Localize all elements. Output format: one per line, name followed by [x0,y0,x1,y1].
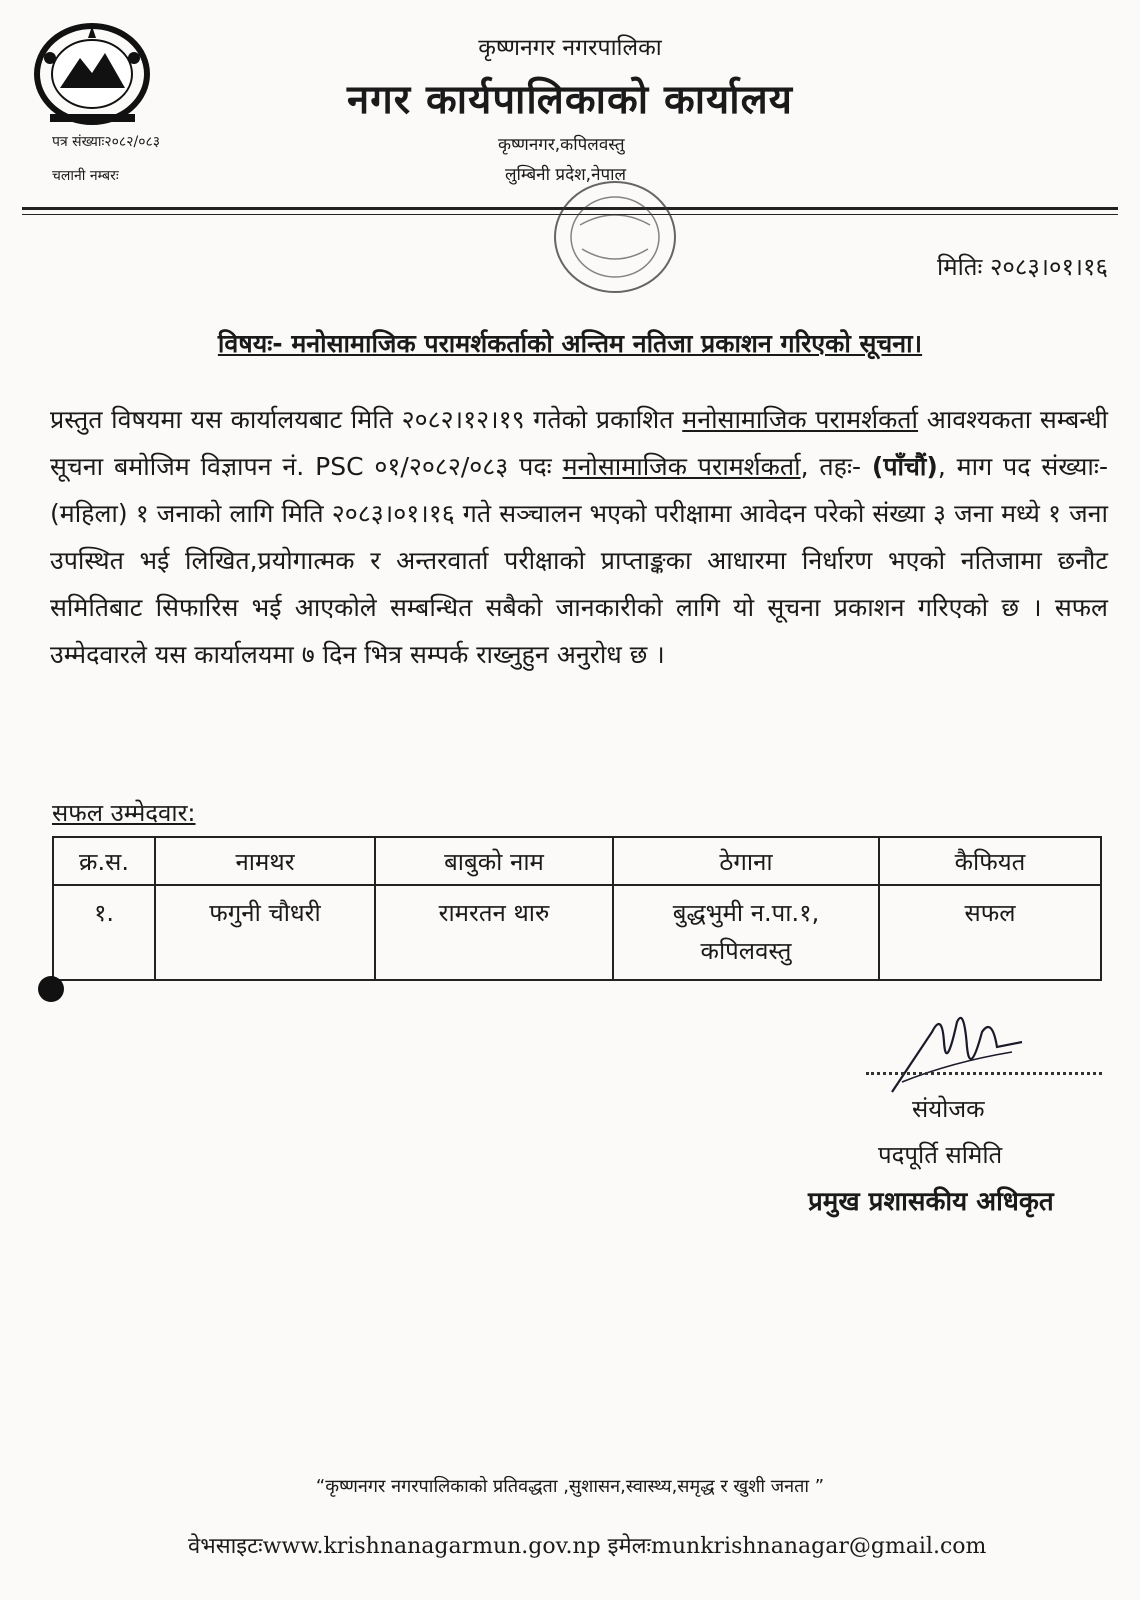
notice-body [50,396,1108,678]
address-part-2: कपिलवस्तु [700,937,792,965]
subject-line [0,326,1140,360]
footer-contact: वेभसाइटःwww.krishnanagarmun.gov.np इमेलःmunkrishnanagar@gmail.com [188,1534,987,1559]
body-part-1: प्रस्तुत विषयमा यस कार्यालयबाट मिति २०८२।१२।१९ गतेको प्रकाशित [50,405,683,434]
cell-serial: १. [53,885,155,980]
cell-remarks: सफल [879,885,1101,980]
signatory-officer: प्रमुख प्रशासकीय अधिकृत [808,1187,1054,1217]
office-title: नगर कार्यपालिकाको कार्यालय [347,77,793,123]
punch-hole-mark [38,976,64,1002]
signatory-role-coordinator: संयोजक [912,1095,985,1123]
office-round-stamp-icon [540,165,690,305]
address-line1: कृष्णनगर,कपिलवस्तु [498,135,625,155]
cell-father-name: रामरतन थारु [375,885,613,980]
col-address: ठेगाना [613,837,879,885]
body-part-3: , तहः- [800,452,872,481]
cell-address [613,885,879,980]
col-serial: क्र.स. [53,837,155,885]
col-remarks: कैफियत [879,837,1101,885]
table-header-row [53,837,1101,885]
successful-candidates-heading: सफल उम्मेदवार: [52,799,196,827]
post-name-underlined: मनोसामाजिक परामर्शकर्ता [682,405,919,434]
footer-motto: “कृष्णनगर नगरपालिकाको प्रतिवद्धता ,सुशासन,स्वास्थ्य,समृद्ध र खुशी जनता ” [315,1476,825,1497]
notice-date: मितिः २०८३।०१।१६ [937,253,1108,281]
handwritten-signature [872,1002,1032,1102]
col-father-name: बाबुको नाम [375,837,613,885]
post-name-underlined-2: मनोसामाजिक परामर्शकर्ता [562,452,801,481]
col-name: नामथर [155,837,375,885]
municipality-name: कृष्णनगर नगरपालिका [478,35,662,61]
body-part-2: आवश्यकता सम्बन्धी सूचना बमोजिम विज्ञापन नं. PSC ०१/२०८२/०८३ पदः [50,405,1108,481]
body-part-4: , माग पद संख्याः- (महिला) १ जनाको लागि मिति २०८३।०१।१६ गते सञ्चालन भएको परीक्षामा आवेदन परेको संख्या ३ जना मध्ये १ जना उपस्थित भई लिखित,प्रयोगात्मक र अन्तरवार्ता परीक्षाको प्राप्ताङ्कका आधारमा निर्धारण भएको नतिजामा छनौट समितिबाट सिफारिस भई आएकोले सम्बन्धित सबैको जानकारीको लागि यो सूचना प्रकाशन गरिएको छ । सफल उम्मेदवारले यस कार्यालयमा ७ दिन भित्र सम्पर्क राख्नुहुन अनुरोध छ । [50,452,1108,669]
dispatch-number: चलानी नम्बरः [52,168,119,184]
address-part-1: बुद्धभुमी न.पा.१, [672,899,820,927]
table-row [53,885,1101,980]
letter-number: पत्र संख्याः२०८२/०८३ [52,134,161,150]
post-level: (पाँचौं) [871,452,938,481]
address-line2: लुम्बिनी प्रदेश,नेपाल [505,165,627,185]
results-table [52,836,1102,981]
signature-line [866,1062,1102,1075]
subject-text: विषयः- मनोसामाजिक परामर्शकर्ताको अन्तिम नतिजा प्रकाशन गरिएको सूचना। [217,329,923,358]
signatory-committee: पदपूर्ति समिति [878,1141,1003,1169]
cell-name: फगुनी चौधरी [155,885,375,980]
